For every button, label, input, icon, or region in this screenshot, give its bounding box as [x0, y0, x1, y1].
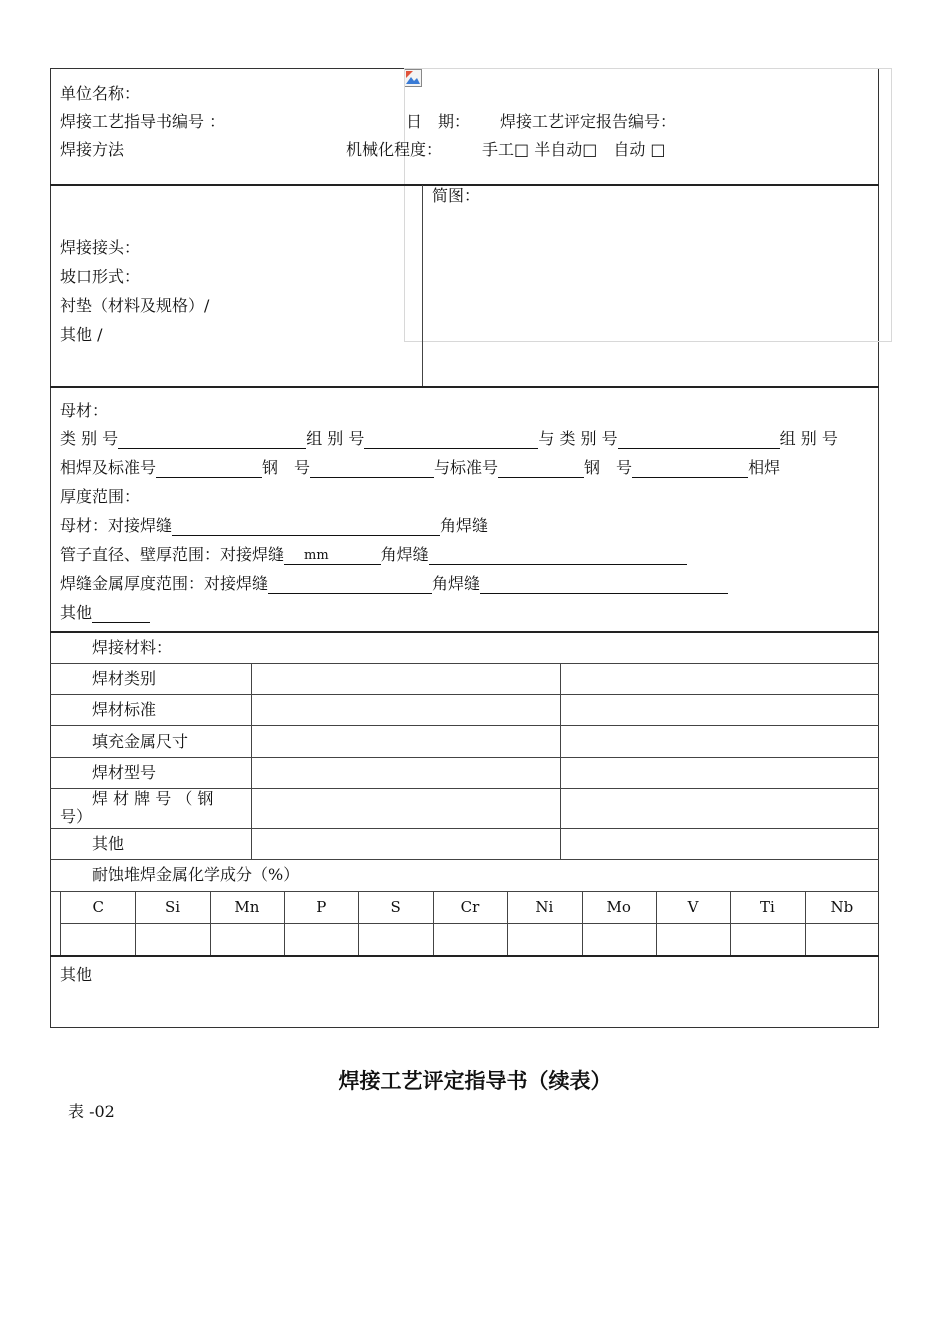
row-line — [50, 859, 879, 860]
group-number-label: 组 别 号 — [306, 429, 365, 448]
joint-other-label: 其他 / — [60, 325, 103, 344]
chem-element-value-cell[interactable] — [582, 924, 656, 954]
material-standard-label: 焊材标准 — [92, 700, 157, 719]
chem-element-header: V — [687, 898, 699, 916]
chem-element-header: Nb — [830, 898, 854, 916]
pipe-range-field-b[interactable] — [329, 546, 381, 565]
chem-element-value-cell[interactable] — [730, 924, 804, 954]
chem-element-value-cell[interactable] — [656, 924, 730, 954]
date-label: 日 期： — [406, 112, 471, 131]
with-class-number-field[interactable] — [618, 430, 780, 449]
row-line — [50, 663, 879, 664]
row-line — [50, 757, 879, 758]
material-class-label: 焊材类别 — [92, 669, 157, 688]
chem-element-header: Ni — [535, 898, 554, 916]
standard-line — [60, 458, 780, 478]
col-line — [251, 663, 252, 860]
other-section-label: 其他 — [60, 965, 93, 984]
chem-element-value-cell[interactable] — [135, 924, 209, 954]
materials-title: 焊接材料： — [92, 638, 173, 657]
chem-element-value-cell[interactable] — [284, 924, 358, 954]
with-standard-label: 与标准号 — [434, 458, 499, 477]
chem-element-header: Cr — [460, 898, 480, 916]
table-number: 表 -02 — [68, 1102, 115, 1121]
joint-divider — [422, 185, 423, 387]
row-line — [50, 694, 879, 695]
mm-unit: mm — [304, 548, 329, 563]
thickness-range-label: 厚度范围： — [60, 487, 141, 506]
divider — [50, 955, 879, 957]
wps-number-label: 焊接工艺指导书编号 ： — [60, 112, 226, 131]
with-class-number-label: 与 类 别 号 — [538, 429, 618, 448]
bm-butt-label: 母材：对接焊缝 — [60, 516, 173, 535]
pipe-fillet-label: 角焊缝 — [380, 545, 429, 564]
class-number-label: 类 别 号 — [60, 429, 119, 448]
chem-element-value-cell[interactable] — [805, 924, 879, 954]
pipe-range-label: 管子直径、壁厚范围：对接焊缝 — [60, 545, 285, 564]
bm-butt-field[interactable] — [172, 517, 440, 536]
chem-element-header: S — [390, 898, 401, 916]
welding-method-label: 焊接方法 — [60, 140, 125, 159]
base-metal-other-label: 其他 — [60, 603, 93, 622]
chem-element-header: Mo — [606, 898, 631, 916]
base-metal-title: 母材： — [60, 401, 109, 420]
document-title: 焊接工艺评定指导书（续表） — [338, 1068, 612, 1093]
joint-label: 焊接接头： — [60, 238, 141, 257]
chem-element-value-cell[interactable] — [210, 924, 284, 954]
row-line — [50, 725, 879, 726]
pqr-number-label: 焊接工艺评定报告编号： — [500, 112, 677, 131]
material-brand-label-1: 焊 材 牌 号 （ 钢 — [92, 789, 214, 808]
with-standard-field[interactable] — [498, 459, 584, 478]
filler-size-label: 填充金属尺寸 — [92, 732, 189, 751]
row-line — [50, 828, 879, 829]
sketch-label: 简图： — [432, 186, 481, 205]
bm-fillet-label: 角焊缝 — [440, 516, 489, 535]
class-number-field[interactable] — [118, 430, 306, 449]
pipe-fillet-field[interactable] — [429, 546, 687, 565]
steel-number-label-2: 钢 号 — [584, 458, 633, 477]
weld-standard-label: 相焊及标准号 — [60, 458, 157, 477]
pipe-range-field-a[interactable] — [284, 546, 304, 565]
chem-element-value-cell[interactable] — [61, 924, 135, 954]
chem-element-header: P — [316, 898, 327, 916]
divider — [50, 386, 879, 388]
backing-label: 衬垫（材料及规格）/ — [60, 296, 210, 315]
wps-form — [50, 68, 879, 1028]
chem-element-header: C — [92, 898, 104, 916]
groove-label: 坡口形式： — [60, 267, 141, 286]
chem-element-header: Ti — [760, 898, 775, 916]
base-metal-other-field[interactable] — [92, 604, 150, 623]
unit-name-label: 单位名称： — [60, 84, 141, 103]
material-model-label: 焊材型号 — [92, 763, 157, 782]
standard-field[interactable] — [156, 459, 262, 478]
material-brand-label-2: 号） — [60, 807, 93, 826]
chem-element-header: Si — [165, 898, 181, 916]
mechanization-options[interactable]: 手工□ 半自动□ 自动 □ — [482, 140, 666, 159]
bm-butt-line — [60, 516, 488, 536]
weld-metal-fillet-label: 角焊缝 — [432, 574, 481, 593]
class-number-line — [60, 429, 838, 449]
material-other-label: 其他 — [92, 834, 125, 853]
weld-metal-range-line — [60, 574, 728, 594]
base-metal-other-line — [60, 603, 150, 623]
pipe-range-line — [60, 545, 687, 565]
weld-tail-label: 相焊 — [748, 458, 781, 477]
steel-number-field-2[interactable] — [632, 459, 748, 478]
divider — [50, 631, 879, 633]
weld-metal-butt-field[interactable] — [268, 575, 432, 594]
weld-metal-range-label: 焊缝金属厚度范围：对接焊缝 — [60, 574, 269, 593]
chem-element-value-cell[interactable] — [433, 924, 507, 954]
mechanization-label: 机械化程度： — [346, 140, 443, 159]
chem-title: 耐蚀堆焊金属化学成分（%） — [92, 865, 300, 884]
chem-element-value-cell[interactable] — [507, 924, 581, 954]
row-line — [60, 923, 878, 924]
chem-element-header: Mn — [234, 898, 260, 916]
chem-element-value-cell[interactable] — [358, 924, 432, 954]
steel-number-label: 钢 号 — [262, 458, 311, 477]
group-number-label-2: 组 别 号 — [779, 429, 838, 448]
steel-number-field[interactable] — [310, 459, 434, 478]
weld-metal-fillet-field[interactable] — [480, 575, 728, 594]
group-number-field[interactable] — [364, 430, 538, 449]
col-line — [560, 663, 561, 860]
